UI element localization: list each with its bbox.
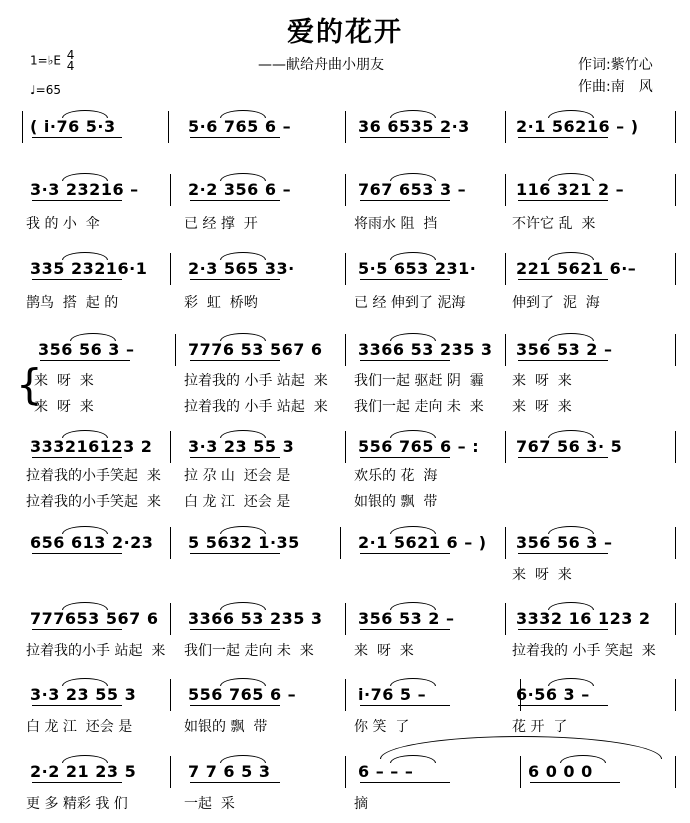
lyric: 一起 采	[184, 796, 235, 812]
beam-underline	[190, 782, 280, 783]
barline	[345, 756, 346, 788]
beam-underline	[360, 705, 450, 706]
lyric: 拉着我的 小手 笑起 来	[512, 643, 656, 659]
slur-mark	[390, 252, 436, 260]
barline	[170, 431, 171, 463]
beam-underline	[40, 360, 130, 361]
measure: 3332 16 123 2	[516, 609, 651, 628]
beam-underline	[190, 553, 280, 554]
beam-underline	[360, 360, 450, 361]
beam-underline	[32, 137, 122, 138]
lyric: 已 经 撑 开	[184, 216, 258, 232]
slur-mark	[390, 110, 436, 118]
lyrics-line	[0, 213, 690, 231]
barline	[170, 603, 171, 635]
composer-credit: 作曲:南 风	[578, 79, 653, 95]
slur-mark	[62, 252, 108, 260]
tie-arc	[380, 736, 662, 759]
beam-underline	[190, 360, 280, 361]
measure: 356 53 2 –	[516, 340, 613, 359]
beam-underline	[518, 553, 608, 554]
lyric: 我们一起 走向 未 来	[354, 399, 484, 415]
beam-underline	[190, 705, 280, 706]
measure: 116 321 2 –	[516, 180, 625, 199]
slur-mark	[62, 602, 108, 610]
beam-underline	[32, 782, 122, 783]
lyric: 白 龙 江 还会 是	[26, 719, 133, 735]
lyric: 我 的 小 伞	[26, 216, 100, 232]
lyric: 拉着我的小手 站起 来	[26, 643, 166, 659]
slur-mark	[548, 526, 594, 534]
slur-mark	[390, 333, 436, 341]
barline	[170, 679, 171, 711]
time-sig-bottom: 4	[66, 59, 75, 73]
barline	[675, 111, 676, 143]
key-label: 1=♭E	[30, 53, 61, 68]
measure: 356 56 3 –	[516, 533, 613, 552]
barline	[168, 111, 169, 143]
verse-brace: {	[16, 360, 43, 409]
barline	[170, 253, 171, 285]
lyric: 花 开 了	[512, 719, 568, 735]
measure: 3366 53 235 3	[188, 609, 323, 628]
barline	[520, 756, 521, 788]
lyric: 来 呀 来	[512, 373, 572, 389]
song-title: 爱的花开	[287, 17, 403, 48]
lyrics-line	[0, 793, 690, 811]
lyric: 伸到了 泥 海	[512, 295, 600, 311]
beam-underline	[518, 279, 608, 280]
notes-line	[0, 609, 690, 633]
slur-mark	[220, 755, 266, 763]
lyric: 摘	[354, 796, 368, 812]
slur-mark	[548, 252, 594, 260]
lyric: 如银的 飘 带	[354, 494, 438, 510]
key-signature	[30, 50, 74, 72]
lyrics-line	[0, 564, 690, 582]
beam-underline	[360, 782, 450, 783]
barline	[345, 253, 346, 285]
lyrics-line	[0, 716, 690, 734]
barline	[505, 111, 506, 143]
notes-line	[0, 437, 690, 461]
slur-mark	[220, 173, 266, 181]
barline	[675, 603, 676, 635]
barline	[520, 679, 521, 711]
beam-underline	[360, 629, 450, 630]
slur-mark	[390, 526, 436, 534]
measure: 556 765 6 – :	[358, 437, 480, 456]
lyric: 我们一起 走向 未 来	[184, 643, 314, 659]
slur-mark	[62, 526, 108, 534]
lyrics-line	[0, 396, 690, 414]
barline	[675, 527, 676, 559]
measure: 333216123 2	[30, 437, 153, 456]
lyric: 来 呀 来	[34, 399, 94, 415]
measure: 767 653 3 –	[358, 180, 467, 199]
barline	[675, 174, 676, 206]
measure: 7776 53 567 6	[188, 340, 323, 359]
measure: 356 56 3 –	[38, 340, 135, 359]
slur-mark	[390, 430, 436, 438]
barline	[675, 431, 676, 463]
beam-underline	[32, 705, 122, 706]
lyric: 拉着我的 小手 站起 来	[184, 373, 328, 389]
measure: 5 5632 1·35	[188, 533, 300, 552]
slur-mark	[220, 602, 266, 610]
measure: 5·5 653 231·	[358, 259, 477, 278]
slur-mark	[62, 755, 108, 763]
slur-mark	[220, 430, 266, 438]
measure: 767 56 3· 5	[516, 437, 623, 456]
lyric: 你 笑 了	[354, 719, 410, 735]
beam-underline	[518, 629, 608, 630]
lyric: 来 呀 来	[512, 567, 572, 583]
slur-mark	[548, 173, 594, 181]
measure: 221 5621 6·–	[516, 259, 637, 278]
measure: 2·2 21 23 5	[30, 762, 137, 781]
lyrics-line	[0, 491, 690, 509]
barline	[505, 174, 506, 206]
barline	[505, 334, 506, 366]
beam-underline	[32, 629, 122, 630]
measure: 3366 53 235 3	[358, 340, 493, 359]
slur-mark	[220, 333, 266, 341]
measure: 3·3 23 55 3	[188, 437, 295, 456]
measure: 3·3 23216 –	[30, 180, 139, 199]
beam-underline	[190, 137, 280, 138]
measure: 335 23216·1	[30, 259, 148, 278]
barline	[345, 431, 346, 463]
barline	[345, 334, 346, 366]
beam-underline	[518, 360, 608, 361]
beam-underline	[360, 279, 450, 280]
beam-underline	[32, 457, 122, 458]
beam-underline	[518, 137, 608, 138]
barline	[505, 603, 506, 635]
barline	[505, 253, 506, 285]
measure: 6 0 0 0	[528, 762, 593, 781]
lyric: 欢乐的 花 海	[354, 468, 438, 484]
beam-underline	[32, 200, 122, 201]
measure: 2·2 356 6 –	[188, 180, 292, 199]
barline	[675, 334, 676, 366]
beam-underline	[518, 705, 608, 706]
lyric: 已 经 伸到了 泥海	[354, 295, 466, 311]
slur-mark	[390, 678, 436, 686]
slur-mark	[390, 602, 436, 610]
beam-underline	[190, 279, 280, 280]
slur-mark	[548, 678, 594, 686]
beam-underline	[190, 629, 280, 630]
measure: 36 6535 2·3	[358, 117, 470, 136]
notes-line	[0, 117, 690, 141]
measure: 7 7 6 5 3	[188, 762, 271, 781]
lyric: 不许它 乱 来	[512, 216, 596, 232]
slur-mark	[548, 430, 594, 438]
notes-line	[0, 340, 690, 364]
beam-underline	[360, 137, 450, 138]
barline	[345, 603, 346, 635]
slur-mark	[220, 252, 266, 260]
notes-line	[0, 180, 690, 204]
slur-mark	[220, 526, 266, 534]
barline	[175, 334, 176, 366]
beam-underline	[360, 200, 450, 201]
measure: 777653 567 6	[30, 609, 159, 628]
barline	[170, 174, 171, 206]
lyric: 拉着我的小手笑起 来	[26, 468, 161, 484]
measure: 356 53 2 –	[358, 609, 455, 628]
measure: 656 613 2·23	[30, 533, 154, 552]
lyric: 来 呀 来	[512, 399, 572, 415]
lyrics-line	[0, 370, 690, 388]
barline	[22, 111, 23, 143]
measure: 2·1 5621 6 – )	[358, 533, 487, 552]
slur-mark	[548, 602, 594, 610]
barline	[505, 527, 506, 559]
measure: 5·6 765 6 –	[188, 117, 292, 136]
measure: 6 – – –	[358, 762, 414, 781]
tempo-marking: ♩=65	[30, 83, 61, 97]
notes-line	[0, 259, 690, 283]
slur-mark	[62, 678, 108, 686]
measure: 2·1 56216 – )	[516, 117, 639, 136]
slur-mark	[70, 333, 116, 341]
beam-underline	[190, 457, 280, 458]
beam-underline	[360, 457, 450, 458]
barline	[675, 253, 676, 285]
beam-underline	[190, 200, 280, 201]
beam-underline	[530, 782, 620, 783]
beam-underline	[360, 553, 450, 554]
lyric: 来 呀 来	[34, 373, 94, 389]
slur-mark	[62, 110, 108, 118]
barline	[170, 527, 171, 559]
time-signature	[67, 50, 75, 72]
time-sig-top: 4	[66, 48, 75, 62]
lyric: 拉着我的 小手 站起 来	[184, 399, 328, 415]
lyric: 鹊鸟 搭 起 的	[26, 295, 119, 311]
lyric: 更 多 精彩 我 们	[26, 796, 128, 812]
beam-underline	[32, 553, 122, 554]
slur-mark	[548, 333, 594, 341]
barline	[345, 111, 346, 143]
song-subtitle: ——献给舟曲小朋友	[258, 57, 384, 73]
lyric: 我们一起 驱赶 阴 霾	[354, 373, 484, 389]
lyrics-line	[0, 465, 690, 483]
slur-mark	[220, 110, 266, 118]
measure: 3·3 23 55 3	[30, 685, 137, 704]
lyric: 来 呀 来	[354, 643, 414, 659]
barline	[340, 527, 341, 559]
lyric: 拉着我的小手笑起 来	[26, 494, 161, 510]
measure: 2·3 565 33·	[188, 259, 295, 278]
lyric: 将雨水 阻 挡	[354, 216, 438, 232]
beam-underline	[518, 457, 608, 458]
measure: 556 765 6 –	[188, 685, 297, 704]
barline	[675, 679, 676, 711]
beam-underline	[32, 279, 122, 280]
lyrics-line	[0, 292, 690, 310]
lyricist-credit: 作词:紫竹心	[578, 57, 653, 73]
slur-mark	[220, 678, 266, 686]
measure: i·76 5 –	[358, 685, 427, 704]
barline	[505, 431, 506, 463]
notes-line	[0, 685, 690, 709]
lyrics-line	[0, 640, 690, 658]
barline	[170, 756, 171, 788]
lyric: 彩 虹 桥哟	[184, 295, 258, 311]
beam-underline	[518, 200, 608, 201]
lyric: 拉 尕 山 还会 是	[184, 468, 291, 484]
measure: 6·56 3 –	[516, 685, 590, 704]
notes-line	[0, 533, 690, 557]
measure: ( i·76 5·3	[30, 117, 116, 136]
slur-mark	[62, 173, 108, 181]
barline	[345, 679, 346, 711]
barline	[345, 174, 346, 206]
notes-line	[0, 762, 690, 786]
slur-mark	[62, 430, 108, 438]
barline	[675, 756, 676, 788]
slur-mark	[548, 110, 594, 118]
lyric: 白 龙 江 还会 是	[184, 494, 291, 510]
lyric: 如银的 飘 带	[184, 719, 268, 735]
slur-mark	[390, 173, 436, 181]
